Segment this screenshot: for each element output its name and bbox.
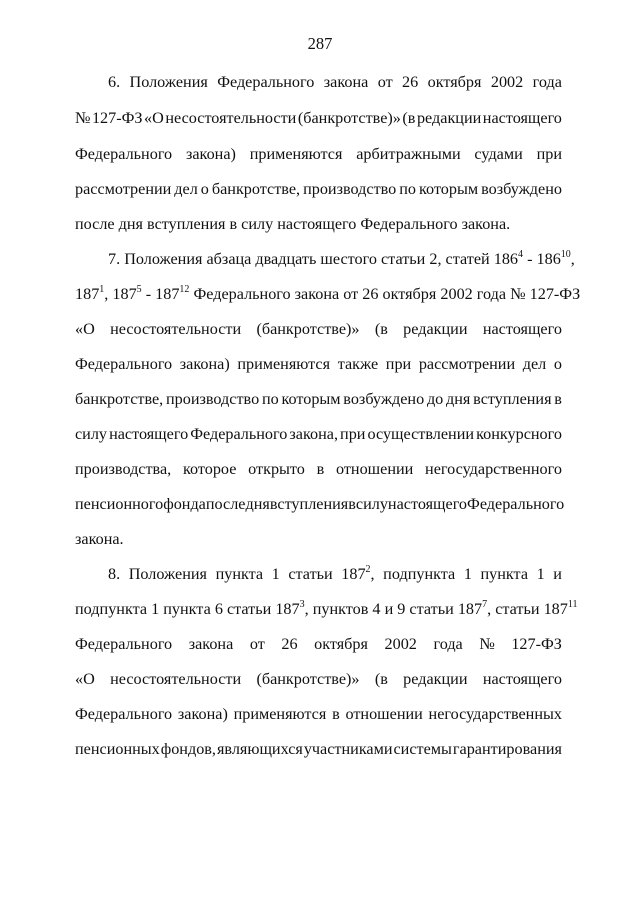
word: которое	[182, 460, 237, 478]
word: статьи	[288, 565, 333, 583]
word: до	[426, 390, 444, 408]
word: 1	[463, 565, 472, 583]
word: дня	[245, 495, 270, 513]
word: применяются	[233, 705, 327, 723]
word: года	[433, 635, 463, 653]
word: Федерального	[217, 73, 315, 91]
word: Федерального	[75, 145, 173, 163]
text-line	[75, 669, 562, 689]
word: банкротстве,	[211, 180, 301, 198]
word: «О	[75, 320, 95, 338]
superscript: 11	[567, 598, 578, 610]
word: закона)	[185, 145, 236, 163]
text-line	[75, 354, 562, 374]
text-line: после дня вступления в силу настоящего Федерального закона.	[75, 215, 511, 233]
superscript: 5	[136, 283, 142, 295]
text-run: подпункта 1 пункта 6 статьи $187^3$, пунктов 4 и 9 статьи $187^7$, статьи $187^{11}$	[75, 598, 578, 618]
word: системы	[393, 740, 452, 758]
text-line	[75, 179, 562, 199]
word: «О	[75, 670, 95, 688]
word: возбуждено	[343, 390, 425, 408]
text-run: ,	[570, 250, 575, 268]
word: редакции	[416, 109, 482, 127]
text-line	[75, 389, 562, 409]
word: конкурсного	[476, 425, 562, 443]
word: $187^2$,	[341, 563, 375, 583]
word: несостоятельности	[165, 109, 297, 127]
word: 1	[271, 565, 280, 583]
word: судами	[474, 145, 523, 163]
word: после	[205, 495, 246, 513]
word: о	[200, 180, 209, 198]
word: несостоятельности	[110, 320, 242, 338]
word: октября	[427, 73, 482, 91]
word: закона)	[177, 705, 228, 723]
text-line	[75, 108, 562, 128]
superscript: 10	[560, 248, 571, 260]
page-number: 287	[307, 34, 333, 53]
word: гарантирования	[452, 740, 562, 758]
word: настоящего	[482, 670, 562, 688]
word: участниками	[303, 740, 393, 758]
word: в	[348, 495, 356, 513]
word: в	[554, 390, 562, 408]
word: рассмотрении	[75, 180, 172, 198]
word: 127-ФЗ	[91, 109, 143, 127]
word: Федерального	[190, 425, 288, 443]
word: негосударственных	[428, 705, 562, 723]
word: и	[553, 565, 562, 583]
superscript: 1	[99, 283, 105, 295]
word: применяются	[237, 355, 331, 373]
text-line	[75, 319, 562, 339]
text-line	[108, 564, 562, 584]
word: применяются	[249, 145, 343, 163]
word: возбуждено	[481, 180, 562, 198]
word: 2002	[490, 73, 524, 91]
word: 1	[536, 565, 545, 583]
word: пункта	[215, 565, 264, 583]
text-line	[75, 634, 562, 654]
text-line	[75, 424, 562, 444]
word: производство	[303, 180, 397, 198]
word: негосударственного	[425, 460, 562, 478]
word: рассмотрении	[418, 355, 516, 373]
word: закона	[323, 73, 369, 91]
word: вступления	[269, 495, 349, 513]
word: дел	[522, 355, 547, 373]
word: силу	[355, 495, 388, 513]
word: отношении	[335, 460, 414, 478]
text-line	[75, 739, 562, 759]
text-run: , 187	[104, 285, 137, 303]
text-run: - 187	[141, 285, 180, 303]
word: года	[532, 73, 562, 91]
word: (банкротстве)»	[256, 670, 360, 688]
word: от	[377, 73, 393, 91]
word: 2002	[384, 635, 417, 653]
text-line	[75, 459, 562, 479]
word: осуществлении	[367, 425, 475, 443]
word: также	[337, 355, 379, 373]
word: 127-ФЗ	[511, 635, 562, 653]
word: при	[385, 355, 412, 373]
text-line: закона.	[75, 530, 124, 548]
superscript: 4	[518, 248, 524, 260]
text-line	[75, 144, 562, 164]
word: фонда	[163, 495, 206, 513]
word: несостоятельности	[110, 670, 242, 688]
word: №	[75, 109, 91, 127]
word: редакции	[403, 670, 468, 688]
word: настоящего	[387, 495, 468, 513]
word: «О	[144, 109, 164, 127]
text-run: 187	[75, 285, 100, 303]
word: октября	[314, 635, 368, 653]
word: подпункта	[383, 565, 456, 583]
text-line	[75, 283, 581, 304]
word: в	[316, 460, 325, 478]
superscript: 7	[482, 598, 488, 610]
word: настоящего	[482, 109, 562, 127]
word: Федерального	[75, 355, 173, 373]
text-line	[75, 598, 578, 619]
word: №	[479, 635, 495, 653]
text-line	[75, 704, 562, 724]
word: закона	[188, 635, 234, 653]
word: при	[340, 425, 366, 443]
text-run: - 186	[523, 250, 561, 268]
text-run: 7. Положения абзаца двадцать шестого статьи 2, статей 186	[108, 250, 519, 268]
word: настоящего	[109, 425, 189, 443]
word: производства,	[75, 460, 172, 478]
word: Федерального	[75, 705, 173, 723]
word: при	[536, 145, 562, 163]
word: в	[332, 705, 340, 723]
text-run: Федерального закона от 26 октября 2002 года № 127-ФЗ	[189, 285, 581, 303]
superscript: 3	[299, 598, 305, 610]
text-line	[108, 72, 562, 92]
word: о	[553, 355, 562, 373]
word: по	[261, 390, 279, 408]
word: по	[399, 180, 417, 198]
word: отношении	[345, 705, 423, 723]
word: силу	[75, 425, 108, 443]
word: редакции	[403, 320, 468, 338]
word: закона,	[289, 425, 338, 443]
word: 8.	[108, 565, 121, 583]
superscript: 12	[179, 283, 190, 295]
word: Положения	[128, 565, 207, 583]
word: пенсионных	[75, 740, 160, 758]
word: открыто	[248, 460, 305, 478]
word: Федерального	[75, 635, 173, 653]
word: пункта	[480, 565, 529, 583]
word: дел	[174, 180, 198, 198]
word: банкротстве,	[75, 390, 164, 408]
superscript: 2	[365, 563, 371, 575]
word: арбитражными	[356, 145, 461, 163]
word: 6.	[108, 73, 121, 91]
word: (банкротстве)»	[297, 109, 401, 127]
word: (в	[374, 320, 388, 338]
word: являющихся	[216, 740, 303, 758]
word: дня	[446, 390, 471, 408]
word: которым	[281, 390, 341, 408]
word: вступления	[473, 390, 552, 408]
word: пенсионного	[75, 495, 164, 513]
word: настоящего	[482, 320, 562, 338]
word: от	[249, 635, 265, 653]
word: которым	[419, 180, 479, 198]
word: производство	[165, 390, 260, 408]
word: 26	[281, 635, 298, 653]
text-line	[75, 494, 565, 514]
word: Федерального	[467, 495, 565, 513]
word: Положения	[129, 73, 208, 91]
text-line	[108, 248, 575, 269]
word: 26	[402, 73, 419, 91]
word: фондов,	[160, 740, 216, 758]
word: (банкротстве)»	[256, 320, 360, 338]
word: закона)	[179, 355, 230, 373]
word: (в	[402, 109, 416, 127]
word: (в	[374, 670, 388, 688]
